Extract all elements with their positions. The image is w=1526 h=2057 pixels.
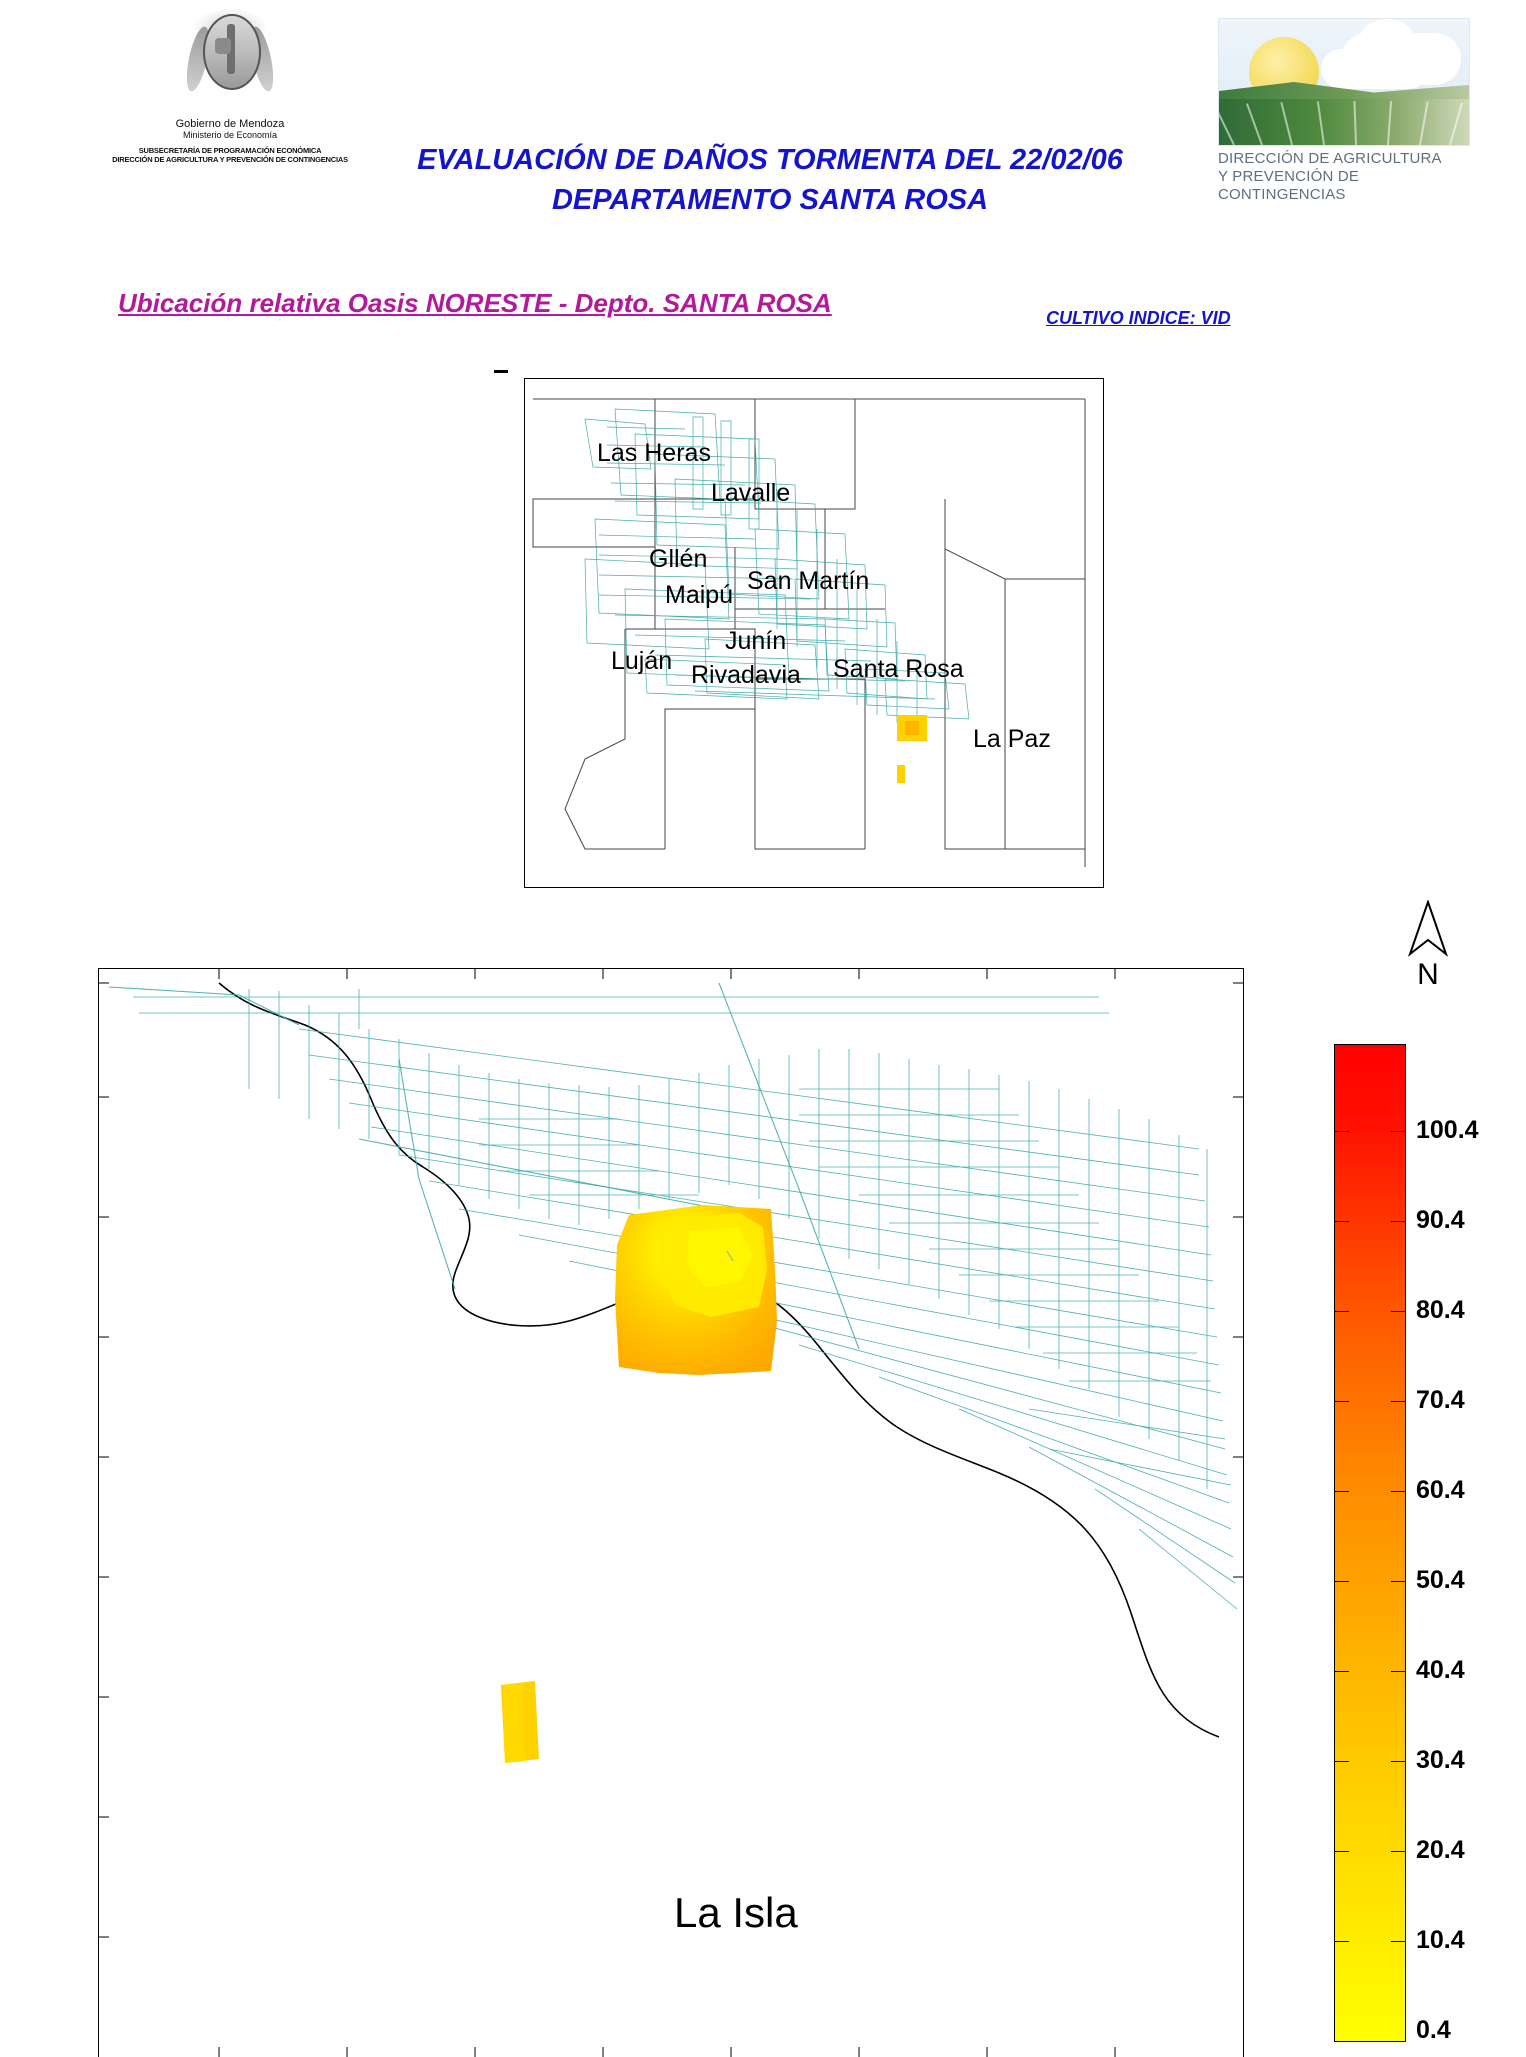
locator-label-santa-rosa: Santa Rosa <box>833 655 964 683</box>
north-arrow-label: N <box>1417 958 1439 991</box>
locator-label-junin: Junín <box>725 627 787 655</box>
north-arrow-icon <box>1406 900 1450 960</box>
legend-label-10: 10.4 <box>1416 1926 1465 1954</box>
locator-map <box>524 378 1104 888</box>
legend-label-20: 20.4 <box>1416 1836 1465 1864</box>
agency-logo <box>1218 18 1468 204</box>
damage-polygon-main <box>615 1205 777 1375</box>
crest-line-direction: DIRECCIÓN DE AGRICULTURA Y PREVENCIÓN DE CONTINGENCIAS <box>112 155 348 164</box>
locator-label-la-paz: La Paz <box>973 725 1051 753</box>
legend-label-40: 40.4 <box>1416 1656 1465 1684</box>
main-map-graphic <box>99 969 1243 2057</box>
locator-damage-area <box>897 715 927 783</box>
crest-line-government: Gobierno de Mendoza <box>175 118 285 130</box>
crest-line-ministry: Ministerio de Economía <box>182 130 278 140</box>
legend-label-80: 80.4 <box>1416 1296 1465 1324</box>
locator-label-las-heras: Las Heras <box>597 439 711 467</box>
crest-line-subsecretary: SUBSECRETARÍA DE PROGRAMACIÓN ECONÓMICA <box>138 146 322 155</box>
locator-label-rivadavia: Rivadavia <box>691 661 801 689</box>
legend-label-30: 30.4 <box>1416 1746 1465 1774</box>
legend-label-100: 100.4 <box>1416 1116 1479 1144</box>
locator-label-lavalle: Lavalle <box>711 479 791 507</box>
la-isla-label: La Isla <box>674 1889 798 1936</box>
agency-logo-image <box>1218 18 1470 146</box>
legend-label-70: 70.4 <box>1416 1386 1465 1414</box>
agency-logo-caption-line-2: Y PREVENCIÓN DE CONTINGENCIAS <box>1218 168 1360 203</box>
locator-label-maipu: Maipú <box>665 581 734 609</box>
cloud-icon <box>1341 33 1461 85</box>
legend-label-0: 0.4 <box>1416 2016 1451 2044</box>
legend-label-60: 60.4 <box>1416 1476 1465 1504</box>
la-isla-polygon <box>501 1681 539 1763</box>
field-rows-shape <box>1219 99 1469 145</box>
page-title <box>330 140 1210 220</box>
locator-map-tick <box>494 370 508 373</box>
page-title-line-1: EVALUACIÓN DE DAÑOS TORMENTA DEL 22/02/06 <box>417 144 1123 176</box>
locator-map-subtitle: Ubicación relativa Oasis NORESTE - Depto. SANTA ROSA <box>118 288 832 318</box>
crop-index-label: CULTIVO INDICE: VID <box>1046 308 1231 328</box>
damage-legend-colorbar <box>1334 1044 1406 2042</box>
page-header <box>0 0 1526 240</box>
main-map <box>98 968 1244 2057</box>
legend-label-50: 50.4 <box>1416 1566 1465 1594</box>
legend-label-90: 90.4 <box>1416 1206 1465 1234</box>
north-arrow <box>1398 900 1458 992</box>
agency-logo-caption-line-1: DIRECCIÓN DE AGRICULTURA <box>1218 150 1442 167</box>
locator-label-san-martin: San Martín <box>747 567 870 595</box>
locator-label-gllen: Gllén <box>649 545 708 573</box>
locator-label-lujan: Luján <box>611 647 673 675</box>
page-title-line-2: DEPARTAMENTO SANTA ROSA <box>551 184 989 216</box>
coat-of-arms-icon <box>187 8 273 116</box>
government-crest <box>100 8 360 164</box>
